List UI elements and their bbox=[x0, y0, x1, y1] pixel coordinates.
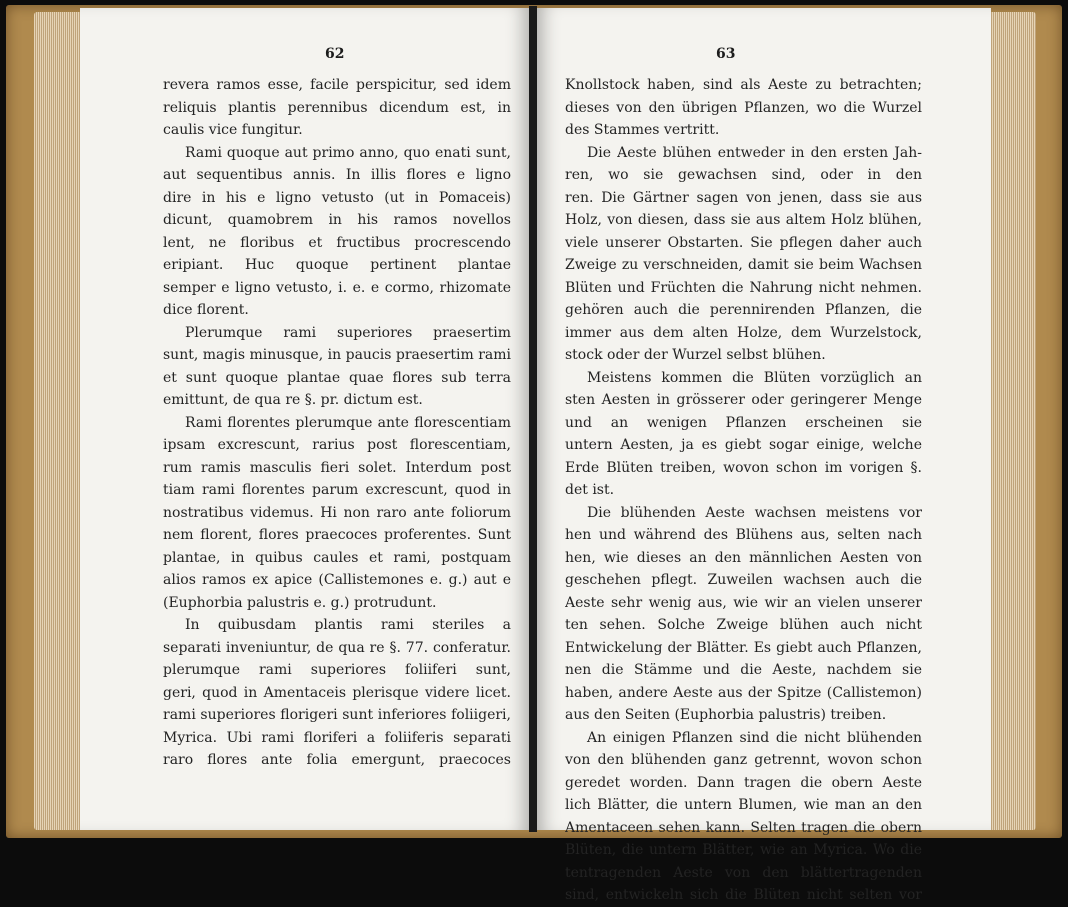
text-line: Meistens kommen die Blüten vorzüglich an bbox=[587, 369, 922, 386]
text-line: Rami florentes plerumque ante florescentiam bbox=[185, 414, 511, 431]
text-line: nem florent, flores praecoces proferentes. Sunt bbox=[163, 527, 511, 543]
text-line: ren. Die Gärtner sagen von jenen, dass sie aus bbox=[565, 189, 922, 206]
text-line: (Euphorbia palustris e. g.) protrudunt. bbox=[163, 594, 437, 611]
text-line: Entwickelung der Blätter. Es giebt auch Pflanzen, bbox=[565, 639, 922, 656]
text-line: Holz, von diesen, dass sie aus altem Holz blühen, bbox=[565, 212, 922, 228]
text-line: alios ramos ex apice (Callistemones e. g.) aut e bbox=[163, 572, 511, 588]
text-line: und an wenigen Pflanzen erscheinen sie bbox=[565, 414, 922, 431]
text-line: sten Aesten in grösserer oder geringerer Menge bbox=[565, 392, 922, 408]
text-line: ipsam excrescunt, rarius post florescentiam, bbox=[163, 437, 511, 453]
text-line: Die Aeste blühen entweder in den ersten Jah- bbox=[587, 144, 922, 161]
text-line: det ist. bbox=[565, 482, 615, 498]
text-line: aus den Seiten (Euphorbia palustris) treiben. bbox=[565, 707, 887, 723]
text-line: An einigen Pflanzen sind die nicht blühenden bbox=[587, 729, 922, 746]
text-line: Aeste sehr wenig aus, wie wir an vielen unserer bbox=[565, 594, 922, 611]
text-line: hen, wie dieses an den männlichen Aesten von bbox=[565, 549, 922, 566]
text-line: geredet worden. Dann tragen die obern Aeste bbox=[565, 774, 922, 791]
text-line: Die blühenden Aeste wachsen meistens vor bbox=[587, 504, 922, 521]
text-line: Erde Blüten treiben, wovon schon im vorigen §. bbox=[565, 459, 922, 476]
text-line: des Stammes vertritt. bbox=[565, 122, 720, 138]
text-line: hen und während des Blühens aus, selten nach bbox=[565, 527, 922, 543]
text-line: rami superiores florigeri sunt inferiores foliigeri, bbox=[163, 707, 511, 723]
text-line: viele unserer Obstarten. Sie pflegen daher auch bbox=[565, 234, 922, 251]
text-line: ten sehen. Solche Zweige blühen auch nicht bbox=[565, 617, 922, 633]
text-line: tiam rami florentes parum excrescunt, quod in bbox=[163, 482, 511, 498]
text-line: Knollstock haben, sind als Aeste zu betrachten; bbox=[565, 77, 922, 93]
page-edges-right bbox=[990, 12, 1036, 830]
text-line: von den blühenden ganz getrennt, wovon schon bbox=[565, 752, 922, 768]
page-number-right: 63 bbox=[716, 46, 736, 62]
text-line: plerumque rami superiores foliiferi sunt, bbox=[163, 662, 511, 678]
text-line: reliquis plantis perennibus dicendum est, in bbox=[163, 99, 511, 116]
text-line: dire in his e ligno vetusto (ut in Pomaceis) bbox=[163, 189, 511, 206]
text-line: caulis vice fungitur. bbox=[163, 122, 303, 138]
text-line: Amentaceen sehen kann. Selten tragen die obern bbox=[565, 819, 922, 836]
text-line: raro flores ante folia emergunt, praecoces bbox=[163, 752, 511, 768]
text-line: ren, wo sie gewachsen sind, oder in den bbox=[565, 167, 922, 183]
text-line: nen die Stämme und die Aeste, nachdem sie bbox=[565, 662, 922, 678]
book-gutter bbox=[529, 6, 537, 832]
right-page-text bbox=[565, 74, 922, 907]
text-line: sind, entwickeln sich die Blüten nicht selten vor bbox=[565, 887, 922, 903]
text-line: rum ramis masculis fieri solet. Interdum post bbox=[163, 459, 511, 476]
text-line: untern Aesten, ja es giebt sogar einige, welche bbox=[565, 437, 922, 453]
text-line: lent, ne floribus et fructibus procrescendo bbox=[163, 234, 511, 251]
text-line: stock oder der Wurzel selbst blühen. bbox=[565, 347, 826, 363]
text-line: Blüten, die untern Blätter, wie an Myrica. Wo die bbox=[565, 842, 922, 858]
left-page-text bbox=[163, 74, 511, 772]
text-line: Plerumque rami superiores praesertim bbox=[185, 324, 511, 341]
text-line: plantae, in quibus caules et rami, postquam bbox=[163, 549, 511, 566]
text-line: sunt, magis minusque, in paucis praesertim rami bbox=[163, 347, 511, 363]
text-line: nostratibus videmus. Hi non raro ante foliorum bbox=[163, 504, 511, 521]
text-line: et sunt quoque plantae quae flores sub terra bbox=[163, 369, 511, 386]
text-line: geri, quod in Amentaceis plerisque videre licet. bbox=[163, 684, 511, 701]
text-line: immer aus dem alten Holze, dem Wurzelstock, bbox=[565, 324, 922, 341]
text-line: separati inveniuntur, de qua re §. 77. conferatur. bbox=[163, 639, 511, 656]
text-line: dicunt, quamobrem in his ramos novellos bbox=[163, 212, 511, 228]
text-line: lich Blätter, die untern Blumen, wie man an den bbox=[565, 797, 922, 813]
text-line: Rami quoque aut primo anno, quo enati sunt, bbox=[185, 144, 511, 161]
text-line: tentragenden Aeste von den blättertragenden bbox=[565, 864, 922, 881]
text-line: aut sequentibus annis. In illis flores e ligno bbox=[163, 167, 511, 183]
text-line: haben, andere Aeste aus der Spitze (Callistemon) bbox=[565, 684, 922, 701]
text-line: eripiant. Huc quoque pertinent plantae bbox=[163, 257, 511, 273]
text-line: revera ramos esse, facile perspicitur, sed idem bbox=[163, 77, 511, 93]
page-number-left: 62 bbox=[325, 46, 345, 62]
text-line: Myrica. Ubi rami floriferi a foliiferis separati bbox=[163, 729, 511, 746]
text-line: gehören auch die perennirenden Pflanzen, die bbox=[565, 302, 922, 318]
page-edges-left bbox=[34, 12, 80, 830]
text-line: dice florent. bbox=[163, 302, 249, 318]
text-line: Blüten und Früchten die Nahrung nicht nehmen. bbox=[565, 279, 922, 296]
text-line: semper e ligno vetusto, i. e. e cormo, rhizomate bbox=[163, 279, 511, 296]
text-line: dieses von den übrigen Pflanzen, wo die Wurzel bbox=[565, 99, 922, 116]
text-line: geschehen pflegt. Zuweilen wachsen auch die bbox=[565, 572, 922, 588]
text-line: emittunt, de qua re §. pr. dictum est. bbox=[163, 392, 423, 408]
text-line: In quibusdam plantis rami steriles a bbox=[185, 617, 511, 633]
text-line: Zweige zu verschneiden, damit sie beim Wachsen bbox=[565, 257, 922, 273]
